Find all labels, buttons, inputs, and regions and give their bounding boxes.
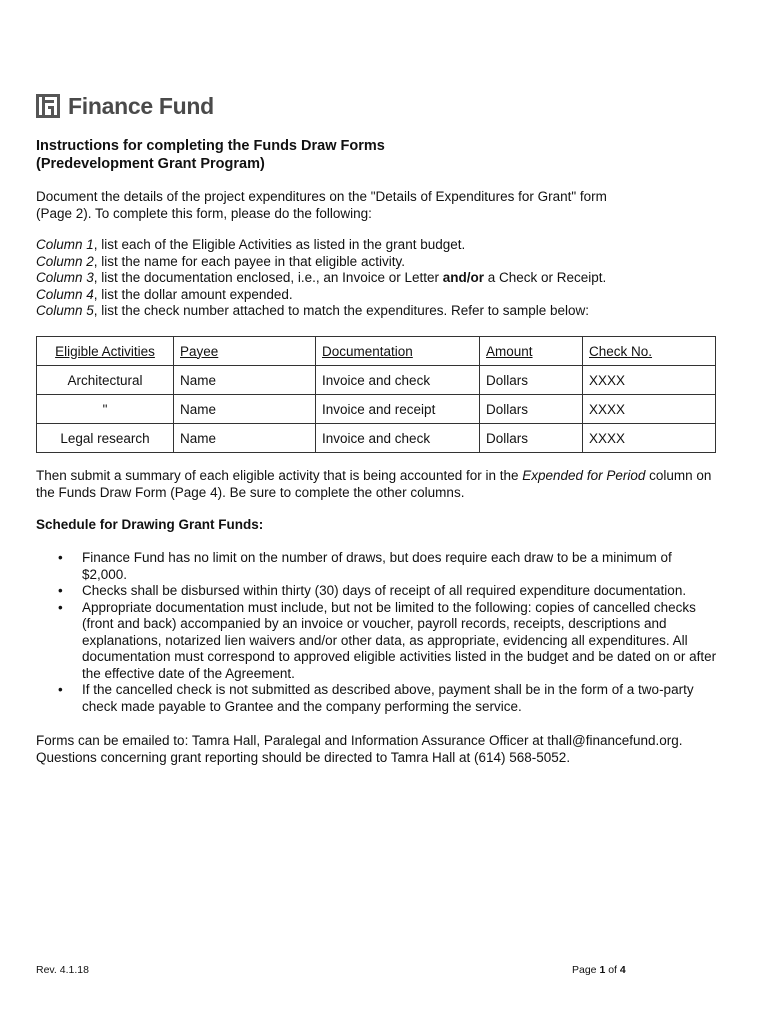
contact-line-1: Forms can be emailed to: Tamra Hall, Paralegal and Information Assurance Officer at thall@financefund.org. [36, 733, 683, 748]
table-header-cell: Check No. [583, 337, 716, 366]
finance-fund-logo-icon [36, 94, 60, 118]
column-2-instruction: Column 2, list the name for each payee in that eligible activity. [36, 253, 405, 269]
table-cell: Invoice and check [316, 424, 480, 453]
column-instructions [36, 237, 736, 320]
table-cell: Name [174, 395, 316, 424]
table-cell: Legal research [37, 424, 174, 453]
table-cell: Dollars [480, 395, 583, 424]
table-cell: XXXX [583, 424, 716, 453]
table-header-cell: Eligible Activities [37, 337, 174, 366]
table-row [37, 395, 716, 424]
table-header-row [37, 337, 716, 366]
table-cell: XXXX [583, 395, 716, 424]
table-header-cell: Amount [480, 337, 583, 366]
schedule-bullets [36, 550, 736, 715]
bullet-icon: • [58, 550, 63, 565]
title-line-2: (Predevelopment Grant Program) [36, 156, 265, 172]
list-item: • Finance Fund has no limit on the number of draws, but does require each draw to be a minimum of $2,000. [58, 550, 672, 582]
table-cell: Name [174, 366, 316, 395]
schedule-heading: Schedule for Drawing Grant Funds: [36, 517, 264, 532]
page-number: Page 1 of 4 [572, 964, 626, 976]
list-item: • If the cancelled check is not submitted as described above, payment shall be in the form of a two-party check made payable to Grantee and the company performing the service. [58, 682, 694, 714]
list-item: • Appropriate documentation must include, but not be limited to the following: copies of cancelled checks (front and back) accompanied by an invoice or voucher, payroll records, receipts, descriptions and explanations, notarized lien waivers and/or other data, as appropriate, evidencing all expenditures. All documentation must correspond to approved eligible activities listed in the budget and be dated on or after the effective date of the Agreement. [58, 599, 717, 681]
submit-line-1: Then submit a summary of each eligible activity that is being accounted for in the Expended for Period column on [36, 468, 712, 483]
column-3-instruction: Column 3, list the documentation enclosed, i.e., an Invoice or Letter and/or a Check or Receipt. [36, 270, 607, 285]
table-cell: Invoice and check [316, 366, 480, 395]
table-cell: Architectural [37, 366, 174, 395]
title-line-1: Instructions for completing the Funds Draw Forms [36, 138, 385, 154]
table-cell: Name [174, 424, 316, 453]
contact-line-2: Questions concerning grant reporting should be directed to Tamra Hall at (614) 568-5052. [36, 749, 571, 765]
bullet-icon: • [58, 599, 63, 615]
sample-table [36, 336, 716, 453]
table-cell: XXXX [583, 366, 716, 395]
table-header-cell: Payee [174, 337, 316, 366]
revision-label: Rev. 4.1.18 [36, 964, 89, 976]
submit-line-2: the Funds Draw Form (Page 4). Be sure to complete the other columns. [36, 484, 465, 500]
table-cell: Dollars [480, 424, 583, 453]
table-row [37, 366, 716, 395]
column-4-instruction: Column 4, list the dollar amount expended. [36, 286, 293, 302]
column-1-instruction: Column 1, list each of the Eligible Activities as listed in the grant budget. [36, 237, 466, 252]
column-5-instruction: Column 5, list the check number attached to match the expenditures. Refer to sample below: [36, 303, 590, 318]
logo [36, 92, 214, 120]
table-cell: Invoice and receipt [316, 395, 480, 424]
intro-line-2: (Page 2). To complete this form, please do the following: [36, 205, 372, 221]
intro-paragraph [36, 189, 736, 222]
table-row [37, 424, 716, 453]
table-cell: " [37, 395, 174, 424]
logo-text: Finance Fund [68, 93, 214, 119]
table-cell: Dollars [480, 366, 583, 395]
table-header-cell: Documentation [316, 337, 480, 366]
submit-paragraph [36, 468, 736, 501]
list-item: • Checks shall be disbursed within thirty (30) days of receipt of all required expenditure documentation. [58, 583, 687, 598]
bullet-icon: • [58, 583, 63, 598]
page-title [36, 137, 385, 173]
intro-line-1: Document the details of the project expenditures on the "Details of Expenditures for Grant" form [36, 189, 607, 204]
contact-paragraph [36, 733, 736, 766]
bullet-icon: • [58, 682, 63, 697]
